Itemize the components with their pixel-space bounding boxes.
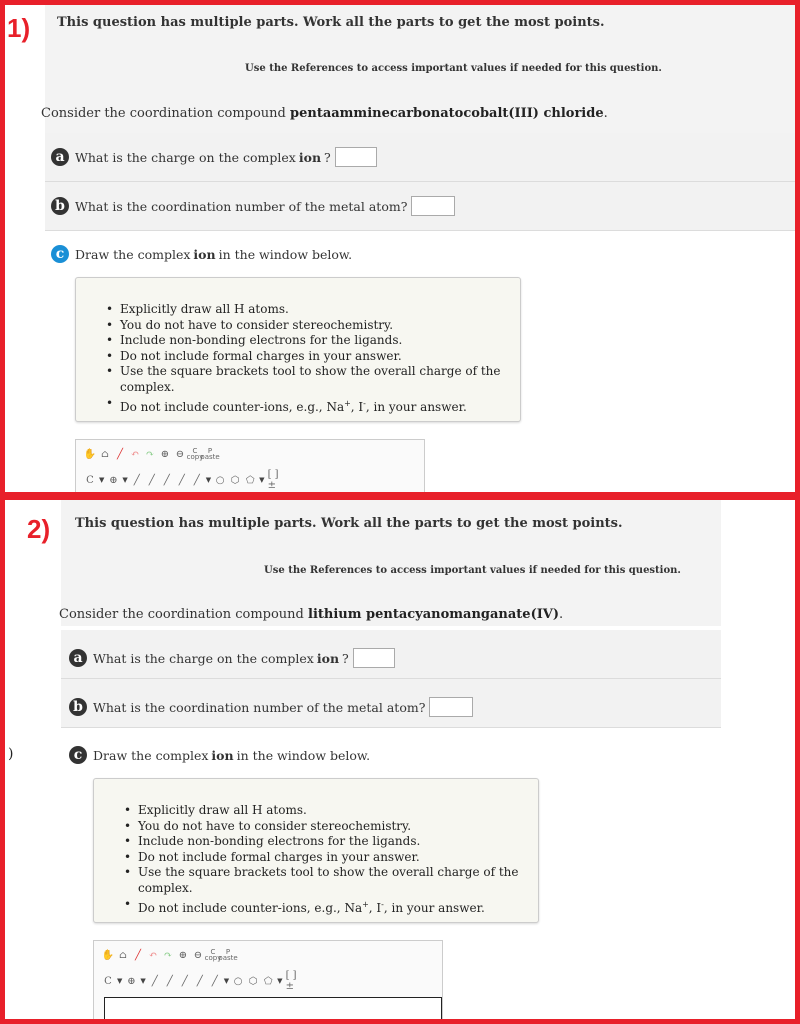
panel-number: 1) <box>7 13 31 43</box>
brackets-tool[interactable]: [ ]± <box>267 469 279 491</box>
zoom-in-icon[interactable]: ⊕ <box>178 949 188 961</box>
instruction-item: • Include non-bonding electrons for the ligands. <box>120 333 520 349</box>
part-c-question: c Draw the complex ion in the window below. <box>69 746 370 764</box>
charge-input[interactable] <box>353 648 395 668</box>
part-c-badge: c <box>69 746 87 764</box>
undo-icon[interactable]: ↶ <box>148 949 158 961</box>
wedge-bond-icon[interactable]: ╱ <box>148 474 155 486</box>
compound-statement: Consider the coordination compound pentaamminecarbonatocobalt(III) chloride. <box>41 106 608 121</box>
part-a-badge: a <box>51 148 69 166</box>
instruction-item: • Explicitly draw all H atoms. <box>120 302 520 318</box>
chevron-down-icon[interactable]: ▼ <box>205 476 212 484</box>
redo-icon[interactable]: ↷ <box>163 949 173 961</box>
double-bond-icon[interactable]: ╱ <box>196 975 203 987</box>
hand-icon[interactable]: ✋ <box>83 448 97 460</box>
question-header: This question has multiple parts. Work all the parts to get the most points. <box>75 516 623 531</box>
chevron-down-icon[interactable]: ▼ <box>99 476 105 484</box>
single-bond-icon[interactable]: ╱ <box>133 474 140 486</box>
paste-tool[interactable]: P paste <box>200 447 220 461</box>
chevron-down-icon[interactable]: ▼ <box>122 476 128 484</box>
coordination-number-input[interactable] <box>429 697 473 717</box>
part-a-badge: a <box>69 649 87 667</box>
eraser-icon[interactable]: ╱ <box>134 949 142 961</box>
zoom-in-icon[interactable]: ⊕ <box>160 448 170 460</box>
panel-number: 2) <box>27 514 51 544</box>
instruction-item: • Include non-bonding electrons for the ligands. <box>138 834 538 850</box>
instruction-item: • Do not include formal charges in your answer. <box>120 349 520 365</box>
chevron-down-icon[interactable]: ▼ <box>259 476 265 484</box>
instruction-item: • Do not include counter-ions, e.g., Na+, I-, in your answer. <box>138 897 538 917</box>
part-b-badge: b <box>69 698 87 716</box>
ring-icon[interactable]: ○ <box>233 975 243 987</box>
triple-bond-icon[interactable]: ╱ <box>211 975 218 987</box>
copy-tool[interactable]: C copy <box>204 948 222 962</box>
undo-icon[interactable]: ↶ <box>130 448 140 460</box>
single-bond-icon[interactable]: ╱ <box>151 975 158 987</box>
pentagon-ring-icon[interactable]: ⬠ <box>263 975 273 987</box>
charge-icon[interactable]: ⊕ <box>127 975 136 987</box>
part-b-badge: b <box>51 197 69 215</box>
compound-statement: Consider the coordination compound lithium pentacyanomanganate(IV). <box>59 607 564 622</box>
instruction-item: • You do not have to consider stereochemistry. <box>138 819 538 835</box>
coordination-number-input[interactable] <box>411 196 455 216</box>
instruction-item: • Use the square brackets tool to show the overall charge of the complex. <box>120 364 520 395</box>
zoom-out-icon[interactable]: ⊖ <box>193 949 203 961</box>
part-b-question: b What is the coordination number of the metal atom? <box>69 697 473 717</box>
instruction-item: • You do not have to consider stereochemistry. <box>120 318 520 334</box>
drawing-canvas[interactable] <box>104 997 442 1024</box>
element-selector[interactable]: C <box>86 474 94 486</box>
pentagon-ring-icon[interactable]: ⬠ <box>245 474 255 486</box>
ring-icon[interactable]: ○ <box>215 474 225 486</box>
paste-tool[interactable]: P paste <box>218 948 238 962</box>
part-c-question: c Draw the complex ion in the window below. <box>51 245 352 263</box>
chevron-down-icon[interactable]: ▼ <box>140 977 146 985</box>
copy-tool[interactable]: C copy <box>186 447 204 461</box>
part-a-question: a What is the charge on the complex ion ? <box>51 147 377 167</box>
compound-name: lithium pentacyanomanganate(IV) <box>308 607 560 622</box>
hexagon-ring-icon[interactable]: ⬡ <box>230 474 240 486</box>
lasso-icon[interactable]: ⌂ <box>101 448 109 460</box>
question-header: This question has multiple parts. Work all the parts to get the most points. <box>57 15 605 30</box>
brackets-tool[interactable]: [ ]± <box>285 970 297 992</box>
instructions-box <box>93 778 539 923</box>
charge-input[interactable] <box>335 147 377 167</box>
element-selector[interactable]: C <box>104 975 112 987</box>
zoom-out-icon[interactable]: ⊖ <box>175 448 185 460</box>
eraser-icon[interactable]: ╱ <box>116 448 124 460</box>
chevron-down-icon[interactable]: ▼ <box>117 977 123 985</box>
chevron-down-icon[interactable]: ▼ <box>223 977 230 985</box>
triple-bond-icon[interactable]: ╱ <box>193 474 200 486</box>
instruction-item: • Do not include counter-ions, e.g., Na+, I-, in your answer. <box>120 396 520 416</box>
drawing-toolbar <box>93 940 443 1024</box>
instruction-item: • Use the square brackets tool to show the overall charge of the complex. <box>138 865 538 896</box>
redo-icon[interactable]: ↷ <box>145 448 155 460</box>
chevron-down-icon[interactable]: ▼ <box>277 977 283 985</box>
part-b-question: b What is the coordination number of the metal atom? <box>51 196 455 216</box>
question-panel-1 <box>0 0 800 497</box>
stray-paren: ) <box>8 746 14 762</box>
references-note: Use the References to access important values if needed for this question. <box>264 565 681 576</box>
drawing-toolbar <box>75 439 425 497</box>
instruction-item: • Do not include formal charges in your answer. <box>138 850 538 866</box>
instructions-list <box>94 779 538 916</box>
instructions-box <box>75 277 521 422</box>
wedge-bond-icon[interactable]: ╱ <box>166 975 173 987</box>
double-bond-icon[interactable]: ╱ <box>178 474 185 486</box>
instructions-list <box>76 278 520 415</box>
lasso-icon[interactable]: ⌂ <box>119 949 127 961</box>
instruction-item: • Explicitly draw all H atoms. <box>138 803 538 819</box>
hash-bond-icon[interactable]: ╱ <box>181 975 188 987</box>
references-note: Use the References to access important values if needed for this question. <box>245 63 662 74</box>
question-panel-2 <box>0 495 800 1024</box>
hand-icon[interactable]: ✋ <box>101 949 115 961</box>
part-c-badge: c <box>51 245 69 263</box>
hash-bond-icon[interactable]: ╱ <box>163 474 170 486</box>
part-a-question: a What is the charge on the complex ion ? <box>69 648 395 668</box>
hexagon-ring-icon[interactable]: ⬡ <box>248 975 258 987</box>
charge-icon[interactable]: ⊕ <box>109 474 118 486</box>
compound-name: pentaamminecarbonatocobalt(III) chloride <box>290 106 604 121</box>
